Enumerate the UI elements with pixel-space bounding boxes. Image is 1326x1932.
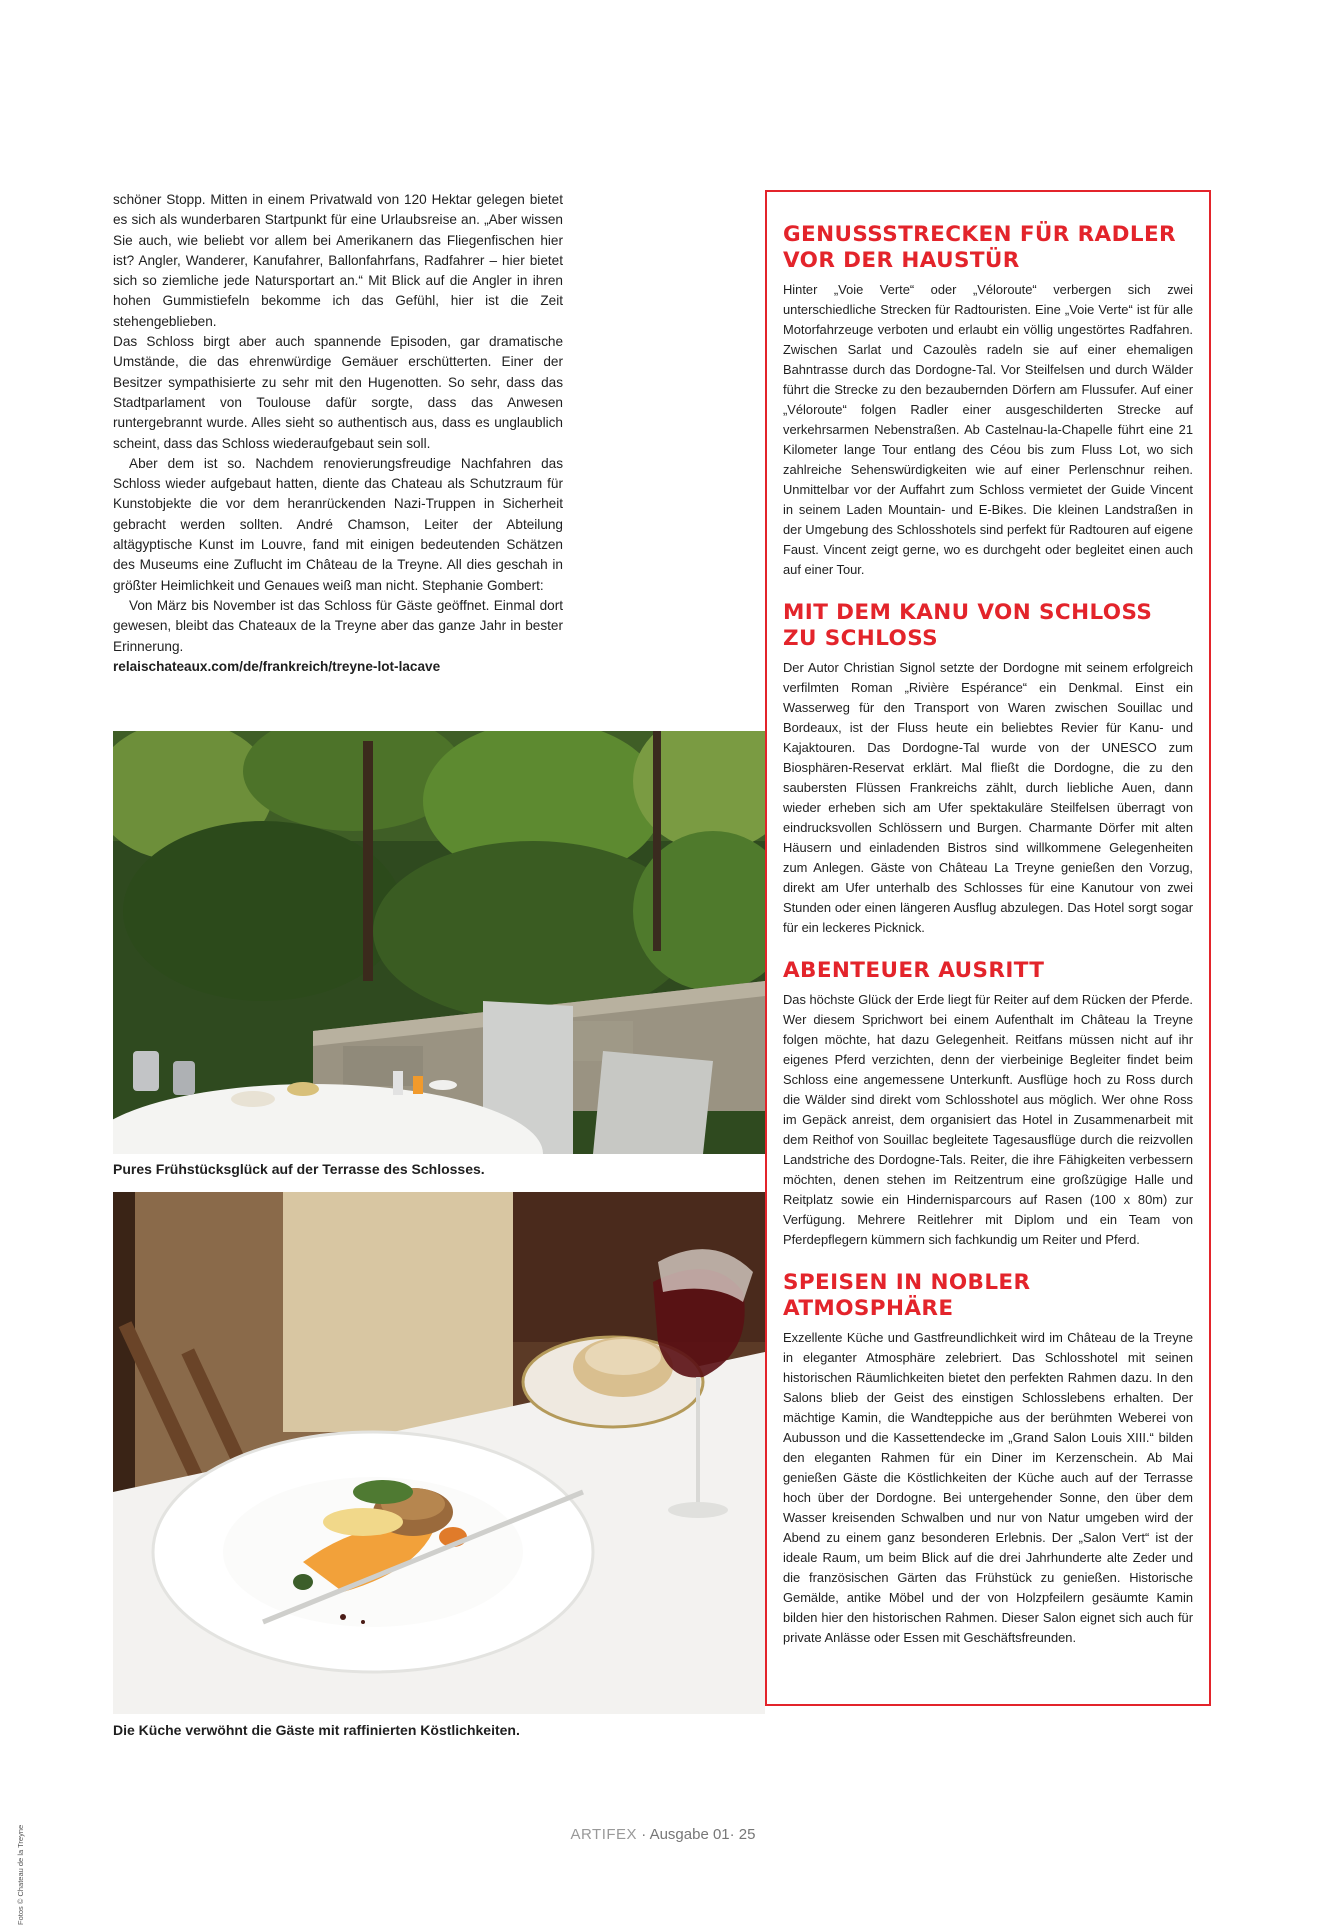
article-paragraph: Von März bis November ist das Schloss für Gäste geöffnet. Einmal dort gewesen, bleibt das Chateaux de la Treyne aber das ganze Jahr in bester Erinnerung. [113, 597, 563, 654]
article-paragraph: Aber dem ist so. Nachdem renovierungsfreudige Nachfahren das Schloss wieder aufgebaut hatten, diente das Chateau als Schutzraum für Kunstobjekte die vor dem heranrückenden Nazi-Truppen in Sicherheit gebracht werden sollten. André Chamson, Leiter der Abteilung altägyptische Kunst im Louvre, fand mit einigen bedeutenden Schätzen des Museums eine Zuflucht im Château de la Treyne. All dies geschah in größter Heimlichkeit und Genaues weiß man nicht. Stephanie Gombert: [113, 455, 563, 593]
section-text-cycling: Hinter „Voie Verte“ oder „Véloroute“ verbergen sich zwei unterschiedliche Strecken für Radtouristen. Eine „Voie Verte“ ist für alle Motorfahrzeuge verboten und erlaubt ein völlig ungestörtes Radfahren. Zwischen Sarlat und Cazoulès radeln sie auf einer ehemaligen Bahntrasse durch das Dordogne-Tal. Vor Steilfelsen und durch Wälder führt die Strecke zu den bezaubernden Dörfern am Flussufer. Auf einer „Véloroute“ folgen Radler einer ausgeschilderten Strecke auf verkehrsarmen Nebenstraßen. Ab Castelnau-la-Chapelle führt eine 21 Kilometer lange Tour entlang des Céou bis zum Fluss Lot, wo sich zahlreiche Sehenswürdigkeiten wie auf einer Perlenschnur reihen. Unmittelbar vor der Auffahrt zum Schloss vermietet der Guide Vincent in seinem Laden Mountain- und E-Bikes. Die kleinen Landstraßen in der Umgebung des Schlosshotels sind perfekt für Radtouren auf eigene Faust. Vincent zeigt gerne, wo es durchgeht oder begleitet einen auch auf einer Tour. [783, 282, 1193, 577]
issue-number: · Ausgabe 01· 25 [641, 1826, 756, 1843]
section-title-dining: SPEISEN IN NOBLER ATMOSPHÄRE [783, 1270, 1031, 1321]
section-text-riding: Das höchste Glück der Erde liegt für Reiter auf dem Rücken der Pferde. Wer diesem Sprichwort bei einem Aufenthalt im Château la Treyne folgen möchte, hat dazu Gelegenheit. Reitfans müssen nicht auf ihr eigenes Pferd verzichten, denn der vierbeinige Begleiter findet beim Schloss eine angemessene Unterkunft. Ausflüge hoch zu Ross durch die Wälder sind direkt vom Schlosshotel aus möglich. Wer ohne Ross im Gepäck anreist, dem organisiert das Hotel in Zusammenarbeit mit dem Reithof von Souillac begleitete Tagesausflüge durch die reizvollen Landstriche des Dordogne-Tals. Reiter, die ihre Fähigkeiten verbessern möchten, denen stehen im Reitzentrum eine großzügige Halle und Reitplatz sowie ein Hindernisparcours auf Rasen (100 x 80m) zur Verfügung. Mehrere Reitlehrer mit Diplom und ein Team von Pferdepflegern kümmern sich fachkundig um Reiter und Pferd. [783, 992, 1193, 1247]
info-sidebar [765, 190, 1211, 1706]
terrace-breakfast-photo [113, 731, 765, 1154]
section-text-canoe: Der Autor Christian Signol setzte der Dordogne mit seinem erfolgreich verfilmten Roman „Rivière Espérance“ ein Denkmal. Einst ein Wasserweg für den Transport von Waren zwischen Souillac und Bordeaux, ist der Fluss heute ein beliebtes Revier für Kanu- und Kajaktouren. Das Dordogne-Tal wurde von der UNESCO zum Biosphären-Reservat erklärt. Mal fließt die Dordogne, die zu den saubersten Flüssen Frankreichs zählt, durch liebliche Auen, dann wieder erheben sich am Ufer spektakuläre Steilfelsen überragt von eindrucksvollen Schlössern und Burgen. Charmante Dörfer mit alten Häusern und einladenden Bistros sind willkommene Gelegenheiten zum Anlegen. Gäste von Château La Treyne genießen den Vorzug, direkt am Ufer unterhalb des Schlosses für eine Kanutour von zwei Stunden oder einen längeren Ausflug abzulegen. Das Hotel sorgt sogar für ein leckeres Picknick. [783, 660, 1193, 935]
article-paragraph: Das Schloss birgt aber auch spannende Episoden, gar dramatische Umstände, die das ehrenwürdige Gemäuer erschütterten. Einer der Besitzer sympathisierte zu sehr mit den Hugenotten. So sehr, dass das Stadtparlament von Toulouse dafür sorgte, dass das Anwesen runtergebrannt wurde. Alles sieht so authentisch aus, dass es unglaublich scheint, dass das Schloss wiederaufgebaut sein soll. [113, 334, 563, 451]
section-text-dining: Exzellente Küche und Gastfreundlichkeit wird im Château de la Treyne in eleganter Atmosphäre zelebriert. Das Schlosshotel mit seinen historischen Räumlichkeiten bietet den perfekten Rahmen dazu. In den Salons blieb der Geist des einstigen Schlosslebens erhalten. Der mächtige Kamin, die Wandteppiche aus der berühmten Weberei von Aubusson und die Kassettendecke im „Grand Salon Louis XIII.“ bilden den eleganten Rahmen für ein Diner im Kerzenschein. Ab Mai genießen Gäste die Köstlichkeiten der Küche auch auf der Terrasse hoch über der Dordogne. Bei untergehender Sonne, den über dem Wasser kreisenden Schwalben und nur von Natur umgeben wird der Abend zu einem ganz besonderen Erlebnis. Der „Salon Vert“ ist der ideale Raum, um beim Blick auf die drei Jahrhunderte alte Zeder und die französischen Gärten das Frühstück zu genießen. Historische Gemälde, antike Möbel und der von Holzpfeilern gesäumte Kamin bilden hier den historischen Rahmen. Dieser Salon eignet sich auch für private Anlässe oder Essen mit Geschäftsfreunden. [783, 1330, 1193, 1645]
photo-credit: Fotos © Chateau de la Treyne [16, 1824, 25, 1925]
article-body [113, 190, 563, 677]
terrace-photo-caption: Pures Frühstücksglück auf der Terrasse des Schlosses. [113, 1161, 485, 1177]
article-paragraph: schöner Stopp. Mitten in einem Privatwald von 120 Hektar gelegen bietet es sich als wunderbaren Startpunkt für eine Urlaubsreise an. „Aber wissen Sie auch, wie beliebt vor allem bei Amerikanern das Fliegenfischen hier ist? Angler, Wanderer, Kanufahrer, Ballonfahrfans, Radfahrer – hier bietet sich so ziemliche jede Natursportart an.“ Mit Blick auf die Angler in ihren hohen Gummistiefeln bekomme ich das Gefühl, hier ist die Zeit stehengeblieben. [113, 192, 563, 329]
page-footer [0, 1826, 1326, 1843]
section-title-canoe: MIT DEM KANU VON SCHLOSS ZU SCHLOSS [783, 600, 1153, 651]
dish-photo-caption: Die Küche verwöhnt die Gäste mit raffinierten Köstlichkeiten. [113, 1722, 520, 1738]
section-title-cycling: GENUSSSTRECKEN FÜR RADLER VOR DER HAUSTÜR [783, 222, 1176, 273]
section-title-riding: ABENTEUER AUSRITT [783, 958, 1045, 983]
gourmet-dish-photo [113, 1192, 765, 1714]
website-link[interactable]: relaischateaux.com/de/frankreich/treyne-lot-lacave [113, 658, 441, 674]
magazine-name: ARTIFEX [570, 1826, 638, 1843]
